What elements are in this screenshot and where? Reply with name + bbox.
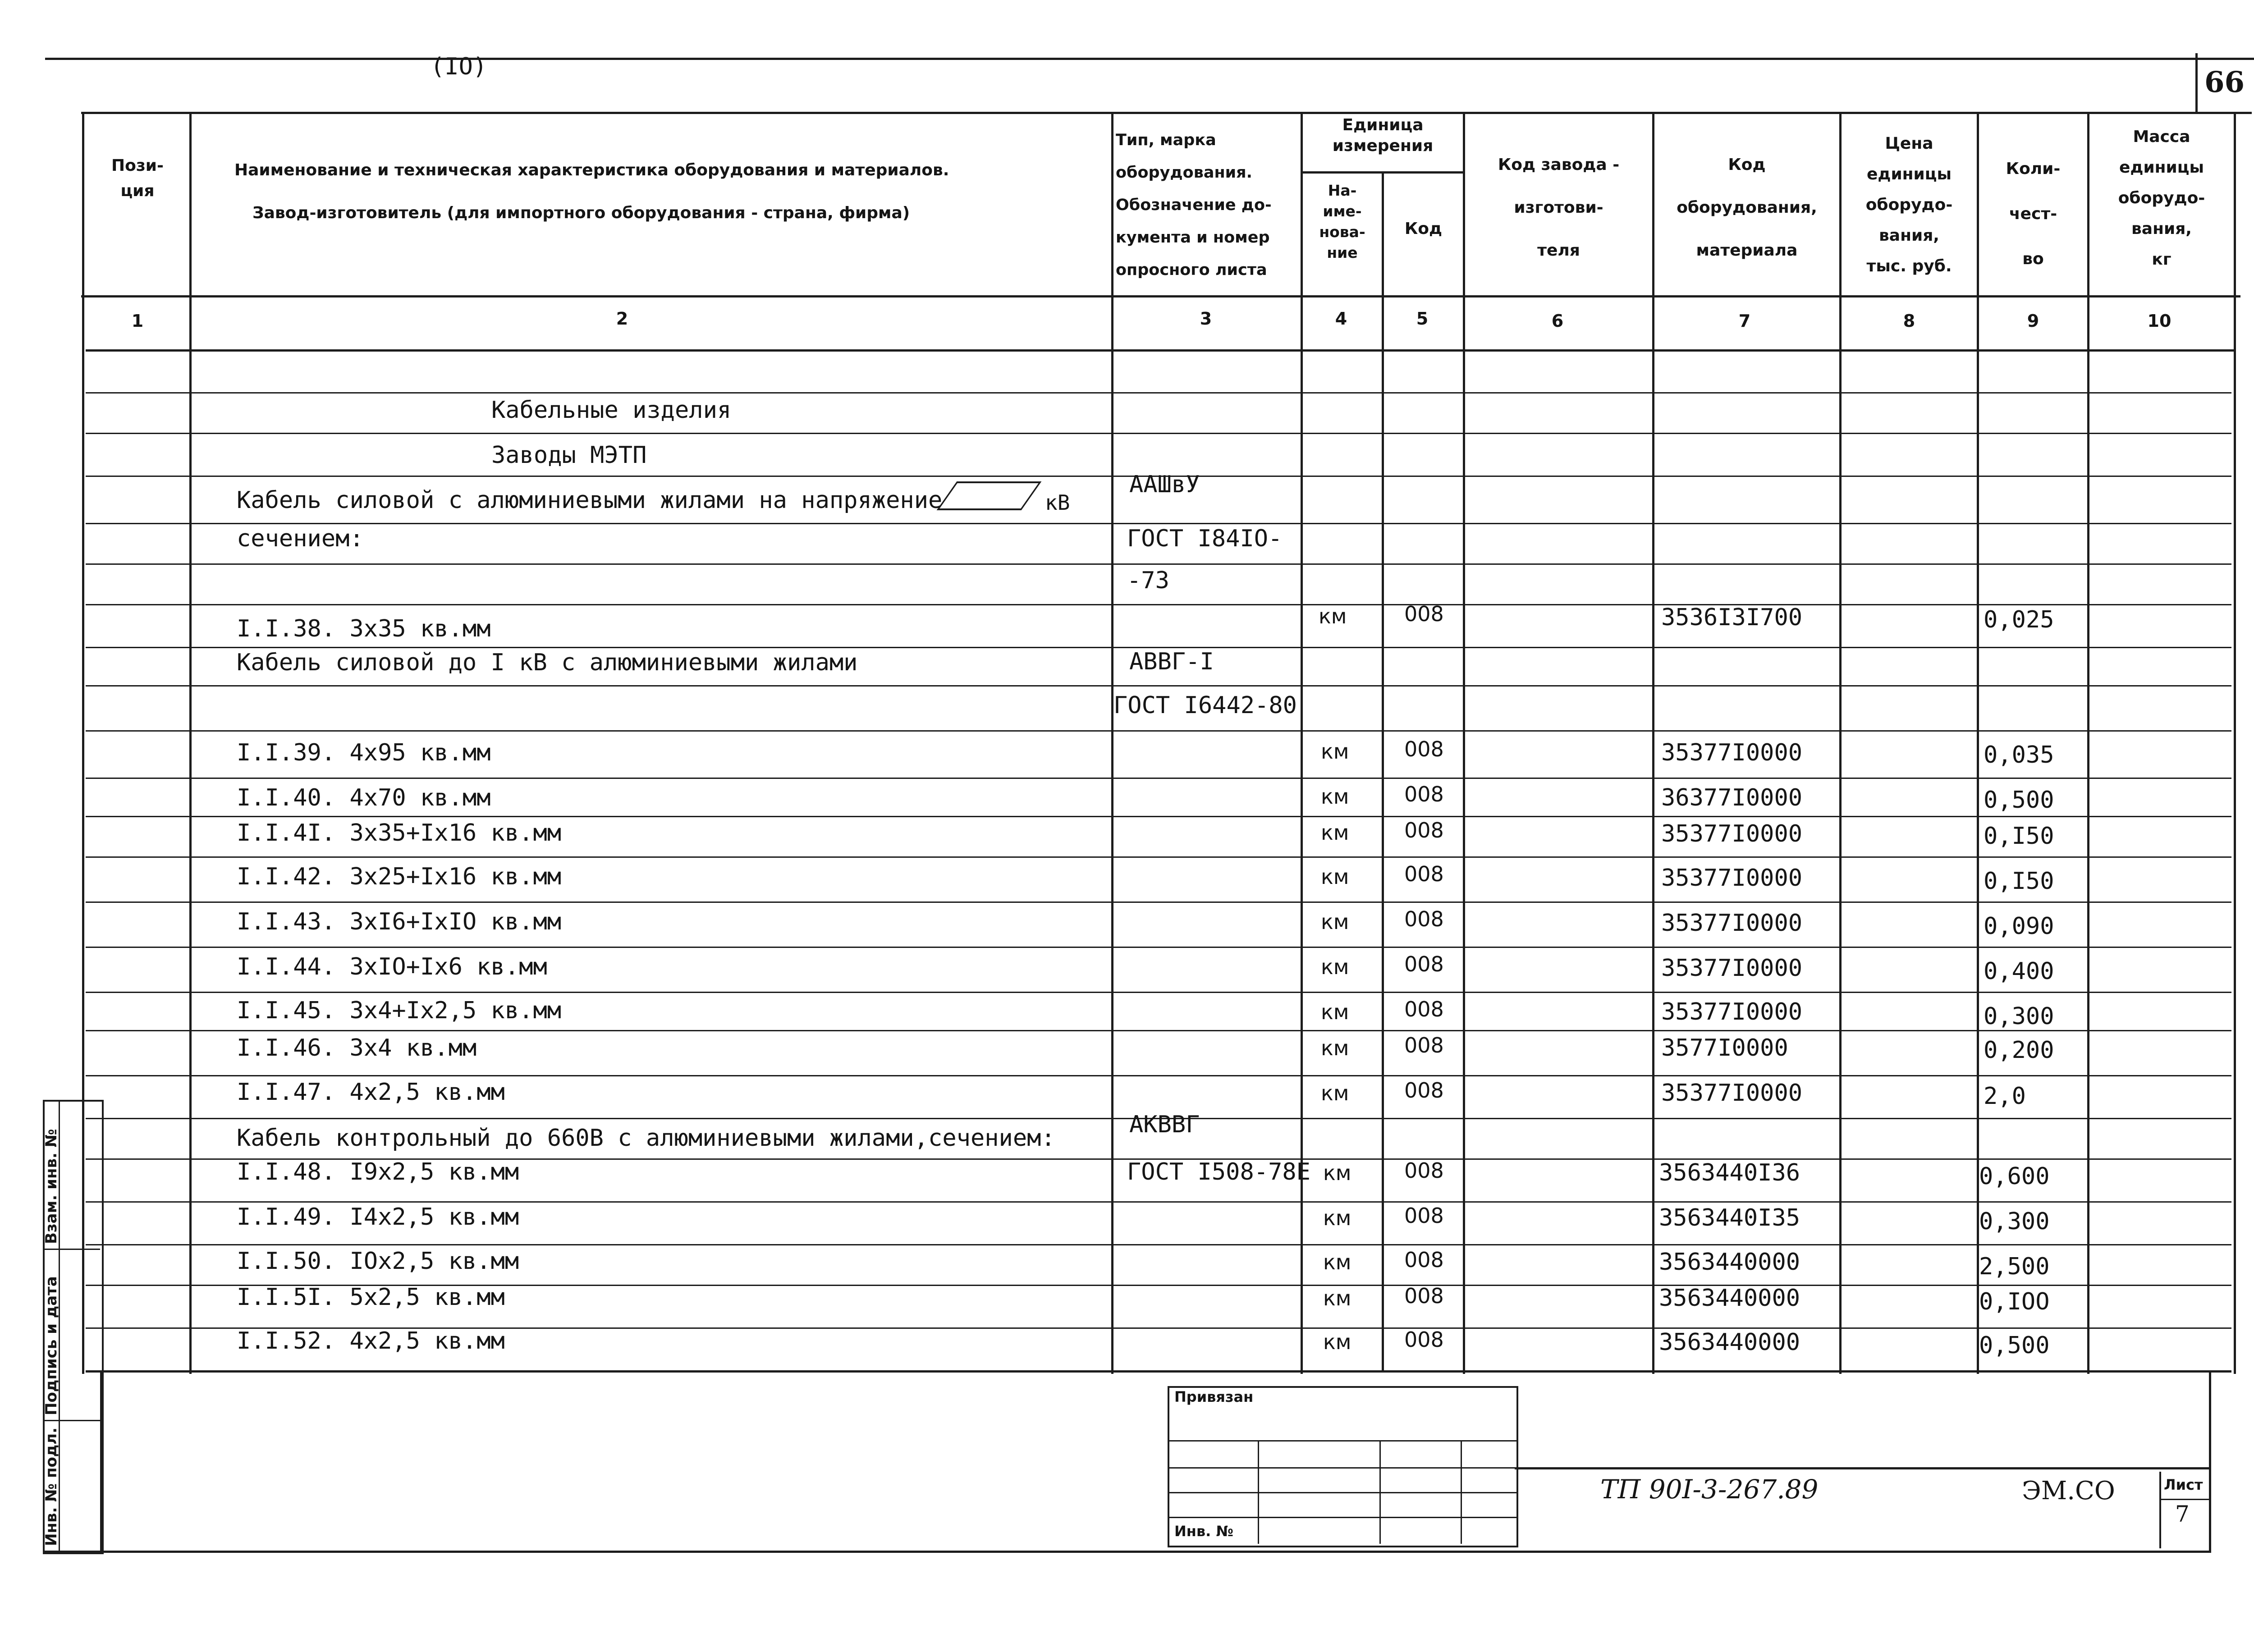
row-17-qty: 0,300	[1979, 1208, 2050, 1235]
row-12-unit: км	[1321, 1000, 1349, 1024]
row-16-code: 3563440I36	[1659, 1159, 1800, 1186]
document-mark: ЭМ.СО	[2022, 1476, 2115, 1506]
header-mass: Масса единицы оборудо- вания, кг	[2118, 128, 2205, 269]
row-20-unit: км	[1323, 1330, 1351, 1354]
sheet-box-label: Лист	[2164, 1476, 2203, 1493]
row-5-type: ГОСТ I6442-80	[1113, 692, 1297, 719]
row-11-unit-code: 008	[1404, 952, 1444, 976]
row-14-unit: км	[1321, 1081, 1349, 1105]
row-9-unit-code: 008	[1404, 862, 1444, 886]
row-7-code: 36377I0000	[1661, 784, 1803, 811]
colnum-4: 4	[1335, 309, 1347, 329]
row-16-unit-code: 008	[1404, 1158, 1444, 1183]
colnum-2: 2	[616, 309, 628, 329]
row-14-code: 35377I0000	[1661, 1080, 1803, 1107]
row-12-unit-code: 008	[1404, 997, 1444, 1021]
row-3-unit: км	[1319, 604, 1347, 628]
side-stamp-signature-date: Подпись и дата	[42, 1276, 60, 1415]
row-13-unit-code: 008	[1404, 1033, 1444, 1057]
row-3-qty: 0,025	[1984, 606, 2054, 633]
row-18-unit-code: 008	[1404, 1248, 1444, 1272]
row-7-name: I.I.40. 4х70 кв.мм	[237, 784, 491, 811]
row-17-name: I.I.49. I4х2,5 кв.мм	[237, 1204, 519, 1231]
row-20-qty: 0,500	[1979, 1332, 2050, 1359]
row-19-unit: км	[1323, 1286, 1351, 1310]
row-7-unit: км	[1321, 784, 1349, 809]
section-title: Кабельные изделия	[491, 397, 732, 424]
row-7-unit-code: 008	[1404, 782, 1444, 806]
row-15-name: Кабель контрольный до 660В с алюминиевыми жилами,сечением:	[237, 1125, 1055, 1152]
col-border-6	[1652, 112, 1654, 1374]
row-13-code: 3577I0000	[1661, 1034, 1788, 1062]
header-unit-name: На- име- нова- ние	[1319, 182, 1365, 261]
row-18-unit: км	[1323, 1250, 1351, 1274]
row-19-name: I.I.5I. 5х2,5 кв.мм	[237, 1284, 505, 1311]
header-name-line2: Завод-изготовитель (для импортного оборудования - страна, фирма)	[252, 204, 910, 222]
row-0-name-suffix: кВ	[1045, 490, 1070, 515]
row-6-unit-code: 008	[1404, 737, 1444, 761]
header-position: Пози- ция	[111, 156, 164, 200]
side-stamp-inv-original: Инв. № подл.	[42, 1427, 60, 1546]
binding-label: Привязан	[1174, 1388, 1254, 1405]
row-19-unit-code: 008	[1404, 1284, 1444, 1308]
row-14-unit-code: 008	[1404, 1078, 1444, 1103]
page-bottom-border	[43, 1551, 2211, 1553]
row-6-name: I.I.39. 4х95 кв.мм	[237, 739, 491, 766]
row-16-qty: 0,600	[1979, 1163, 2050, 1190]
inv-number-label: Инв. №	[1174, 1523, 1233, 1540]
row-0-type: ААШвУ	[1129, 471, 1200, 498]
row-3-code: 3536I3I700	[1661, 604, 1803, 631]
header-price: Цена единицы оборудо- вания, тыс. руб.	[1865, 134, 1953, 275]
header-bottom-border	[81, 295, 2240, 297]
row-9-code: 35377I0000	[1661, 865, 1803, 892]
row-2-type: -73	[1127, 567, 1169, 594]
row-11-qty: 0,400	[1984, 958, 2054, 985]
row-8-unit: км	[1321, 820, 1349, 845]
header-unit-group: Единица измерения	[1332, 116, 1434, 155]
row-6-code: 35377I0000	[1661, 739, 1803, 766]
row-14-name: I.I.47. 4х2,5 кв.мм	[237, 1079, 505, 1106]
row-11-unit: км	[1321, 955, 1349, 979]
row-10-unit: км	[1321, 910, 1349, 934]
row-10-qty: 0,090	[1984, 913, 2054, 940]
row-10-name: I.I.43. 3хI6+IхIO кв.мм	[237, 908, 562, 935]
page-number: 66	[2204, 65, 2245, 99]
col-border-9	[2087, 112, 2089, 1374]
row-19-qty: 0,IOO	[1979, 1288, 2050, 1315]
row-13-name: I.I.46. 3х4 кв.мм	[237, 1034, 477, 1062]
table-top-border	[81, 112, 2240, 114]
row-20-unit-code: 008	[1404, 1327, 1444, 1352]
sheet-label: (IO)	[431, 53, 487, 80]
header-type: Тип, марка оборудования. Обозначение до- кумента и номер опросного листа	[1116, 131, 1272, 279]
row-3-unit-code: 008	[1404, 602, 1444, 626]
row-10-code: 35377I0000	[1661, 910, 1803, 937]
sheet-box-number: 7	[2175, 1501, 2190, 1527]
header-unit-code: Код	[1404, 220, 1443, 238]
col-border-7	[1839, 112, 1842, 1374]
title-block-rule	[1515, 1467, 2209, 1469]
row-9-unit: км	[1321, 865, 1349, 889]
col-border-5	[1463, 112, 1465, 1374]
row-12-qty: 0,300	[1984, 1003, 2054, 1030]
row-18-name: I.I.50. IOх2,5 кв.мм	[237, 1248, 519, 1275]
row-6-unit: км	[1321, 739, 1349, 764]
row-3-name: I.I.38. 3х35 кв.мм	[237, 615, 491, 642]
header-equipment-code: Код оборудования, материала	[1677, 156, 1817, 260]
row-19-code: 3563440000	[1659, 1285, 1800, 1312]
colnum-6: 6	[1551, 311, 1564, 331]
colnum-9: 9	[2027, 311, 2039, 331]
unit-group-divider	[1301, 171, 1463, 174]
row-18-qty: 2,500	[1979, 1253, 2050, 1280]
row-20-name: I.I.52. 4х2,5 кв.мм	[237, 1327, 505, 1355]
row-17-code: 3563440I35	[1659, 1204, 1800, 1231]
row-7-qty: 0,500	[1984, 787, 2054, 814]
row-1-type: ГОСТ I84IO-	[1127, 525, 1283, 552]
row-17-unit-code: 008	[1404, 1204, 1444, 1228]
row-16-name: I.I.48. I9х2,5 кв.мм	[237, 1158, 519, 1185]
row-11-name: I.I.44. 3хIO+Iх6 кв.мм	[237, 953, 547, 980]
row-12-name: I.I.45. 3х4+Iх2,5 кв.мм	[237, 997, 562, 1024]
header-quantity: Коли- чест- во	[2006, 160, 2061, 268]
colnum-1: 1	[131, 311, 144, 331]
row-0-name: Кабель силовой с алюминиевыми жилами на напряжение	[237, 487, 943, 514]
row-8-unit-code: 008	[1404, 818, 1444, 842]
row-10-unit-code: 008	[1404, 907, 1444, 931]
row-8-qty: 0,I50	[1984, 823, 2054, 850]
row-13-qty: 0,200	[1984, 1037, 2054, 1064]
row-4-name: Кабель силовой до I кВ с алюминиевыми жилами	[237, 649, 858, 676]
row-20-code: 3563440000	[1659, 1329, 1800, 1356]
voltage-blank-field	[937, 481, 1042, 510]
table-bottom-border	[86, 1370, 2231, 1373]
row-12-code: 35377I0000	[1661, 998, 1803, 1025]
colnum-5: 5	[1416, 309, 1429, 329]
colnum-10: 10	[2147, 311, 2172, 331]
section-subtitle: Заводы МЭТП	[491, 442, 647, 469]
row-1-name: сечением:	[237, 525, 364, 552]
col-border-10	[2234, 112, 2236, 1374]
colnum-7: 7	[1738, 311, 1751, 331]
row-16-unit: км	[1323, 1161, 1351, 1185]
colnum-8: 8	[1903, 311, 1915, 331]
row-4-type: АВВГ-I	[1129, 648, 1214, 675]
row-6-qty: 0,035	[1984, 741, 2054, 769]
row-9-name: I.I.42. 3х25+Iх16 кв.мм	[237, 863, 562, 890]
row-8-code: 35377I0000	[1661, 820, 1803, 847]
row-13-unit: км	[1321, 1036, 1349, 1060]
row-16-type: ГОСТ I508-78Е	[1127, 1158, 1310, 1185]
row-15-type: АКВВГ	[1129, 1111, 1200, 1138]
row-11-code: 35377I0000	[1661, 955, 1803, 982]
col-border-1	[189, 112, 192, 1374]
page-right-border	[2209, 1370, 2211, 1553]
document-code: ТП 90I-3-267.89	[1600, 1474, 1819, 1505]
side-stamp-replacement-inv: Взам. инв. №	[42, 1129, 60, 1244]
col-border-4	[1382, 171, 1384, 1370]
row-8-name: I.I.4I. 3х35+Iх16 кв.мм	[237, 819, 562, 847]
top-rule	[45, 58, 2254, 60]
colnum-bottom-border	[86, 349, 2236, 352]
header-name-line1: Наименование и техническая характеристика оборудования и материалов.	[234, 161, 949, 179]
row-9-qty: 0,I50	[1984, 868, 2054, 895]
row-18-code: 3563440000	[1659, 1249, 1800, 1276]
header-factory-code: Код завода - изготови- теля	[1498, 156, 1620, 260]
row-14-qty: 2,0	[1984, 1083, 2026, 1110]
col-border-2	[1111, 112, 1113, 1374]
colnum-3: 3	[1200, 309, 1212, 329]
row-17-unit: км	[1323, 1206, 1351, 1230]
